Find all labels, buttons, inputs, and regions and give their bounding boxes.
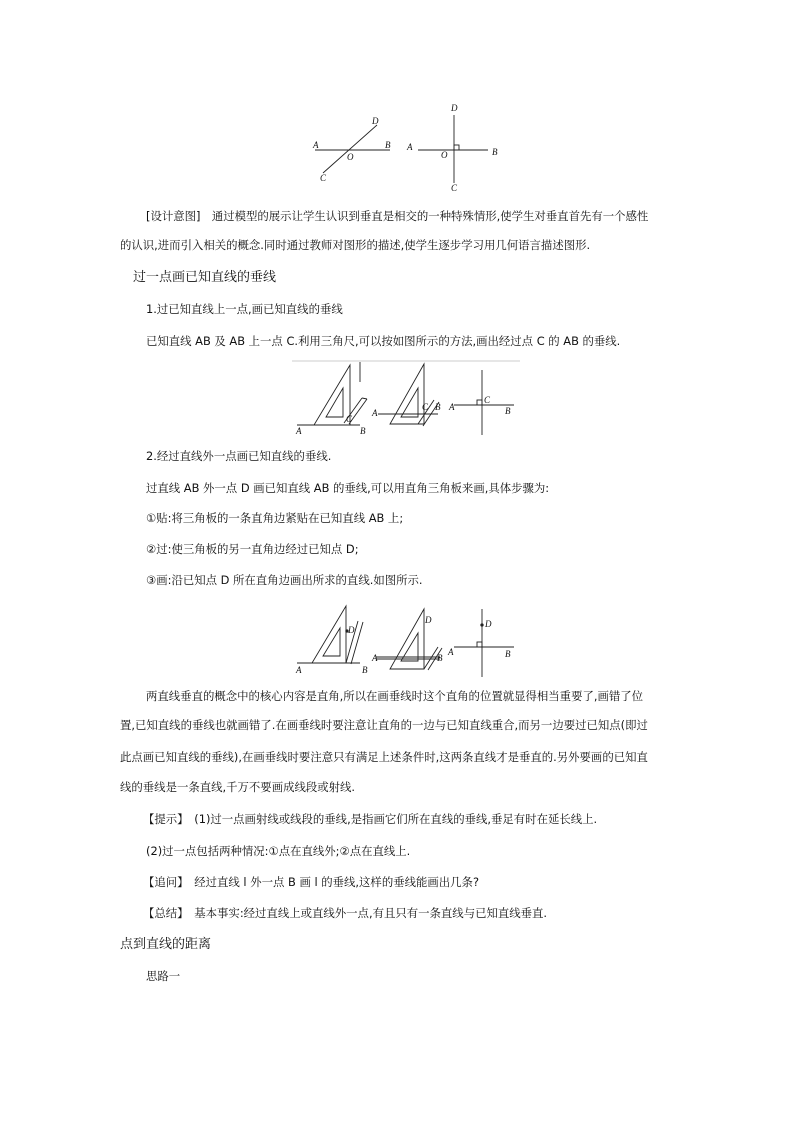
- triangle-ruler-fig3-1: [297, 606, 363, 664]
- label-a-fig2-3: A: [449, 402, 455, 412]
- step-2: ②过:使三角板的另一直角边经过已知点 D;: [146, 542, 359, 556]
- discussion-line-4: 线的垂线是一条直线,千万不要画成线段或射线.: [120, 780, 356, 794]
- item-2-title: 2.经过直线外一点画已知直线的垂线.: [146, 449, 332, 463]
- item-1-text: 已知直线 AB 及 AB 上一点 C.利用三角尺,可以按如图所示的方法,画出经过点 C 的 AB 的垂线.: [146, 334, 621, 348]
- hint-line-1: 【提示】 (1)过一点画射线或线段的垂线,是指画它们所在直线的垂线,垂足有时在延长线上.: [143, 812, 598, 826]
- ruler-end-step-1: [362, 398, 367, 399]
- label-b-fig2-3: B: [505, 406, 511, 416]
- right-angle-mark: [454, 145, 459, 150]
- triangle-ruler-step-2: [378, 364, 439, 426]
- label-d-right: D: [451, 103, 458, 113]
- triangle-outer-fig3-2: [390, 609, 424, 669]
- design-intent-line-2: 的认识,进而引入相关的概念.同时通过教师对图形的描述,使学生逐步学习用几何语言描述图形.: [120, 238, 591, 252]
- followup-question: 【追问】 经过直线 l 外一点 B 画 l 的垂线,这样的垂线能画出几条?: [143, 875, 479, 889]
- figure-perpendicular-through-point-on-line: [292, 360, 522, 438]
- label-a-fig2-2: A: [372, 408, 378, 418]
- label-b-fig2-2: B: [435, 402, 441, 412]
- idea-label: 思路一: [146, 969, 181, 983]
- section-title-point-to-line-distance: 点到直线的距离: [120, 937, 212, 952]
- triangle-ruler-step-1: [297, 362, 367, 425]
- label-b-right: B: [492, 147, 498, 157]
- label-c-right: C: [451, 183, 458, 193]
- label-c-fig2-2: C: [422, 402, 429, 412]
- label-o-left: O: [347, 152, 354, 162]
- step-1: ①贴:将三角板的一条直角边紧贴在已知直线 AB 上;: [146, 511, 404, 525]
- triangle-outer-step-1: [314, 365, 350, 425]
- label-a-fig3-2: A: [372, 653, 378, 663]
- point-d-fig3-3: [481, 624, 483, 626]
- label-c-fig2-1: C: [346, 414, 353, 424]
- hint-line-2: (2)过一点包括两种情况:①点在直线外;②点在直线上.: [146, 844, 411, 858]
- label-o-right: O: [441, 150, 448, 160]
- perpendicular-lines-diagram: [418, 115, 488, 183]
- label-c-fig2-3: C: [484, 395, 491, 405]
- item-1-title: 1.过已知直线上一点,画已知直线的垂线: [146, 302, 343, 316]
- triangle-inner-step-2: [401, 388, 418, 417]
- section-title-perpendicular-through-point: 过一点画已知直线的垂线: [133, 270, 277, 285]
- label-a-fig3-1: A: [296, 665, 302, 675]
- intersecting-lines-diagram: [315, 125, 390, 173]
- triangle-outer-fig3-1: [312, 606, 346, 663]
- label-d-left: D: [372, 116, 379, 126]
- label-b-fig3-3: B: [505, 649, 511, 659]
- label-a-left: A: [313, 140, 319, 150]
- label-a-fig3-3: A: [448, 647, 454, 657]
- right-angle-mark-fig3: [477, 642, 482, 647]
- label-b-fig2-1: B: [360, 426, 366, 436]
- triangle-inner-fig3-1: [323, 628, 340, 656]
- discussion-line-1: 两直线垂直的概念中的核心内容是直角,所以在画垂线时这个直角的位置就显得相当重要了,画错了位: [146, 689, 644, 703]
- label-b-left: B: [385, 140, 391, 150]
- figure-perpendicular-through-external-point: [292, 603, 522, 681]
- triangle-outer-step-2: [390, 364, 424, 424]
- label-d-fig3-1: D: [348, 625, 355, 635]
- label-a-fig2-1: A: [296, 426, 302, 436]
- design-intent-line-1: [设计意图] 通过模型的展示让学生认识到垂直是相交的一种特殊情形,使学生对垂直首先有一个感性: [146, 209, 649, 223]
- figure-intersecting-and-perpendicular-lines: [305, 100, 515, 195]
- item-2-text: 过直线 AB 外一点 D 画已知直线 AB 的垂线,可以用直角三角板来画,具体步骤为:: [146, 481, 550, 495]
- triangle-inner-step-1: [326, 388, 343, 417]
- perpendicular-result-fig3: [454, 609, 514, 677]
- line-cd: [323, 125, 377, 173]
- right-angle-mark-fig2: [477, 400, 482, 405]
- discussion-line-3: 此点画已知直线的垂线),在画垂线时要注意只有满足上述条件时,这两条直线才是垂直的.另外要画的已知直: [120, 750, 648, 764]
- label-d-fig3-2: D: [425, 615, 432, 625]
- summary: 【总结】 基本事实:经过直线上或直线外一点,有且只有一条直线与已知直线垂直.: [143, 906, 548, 920]
- label-c-left: C: [320, 173, 327, 183]
- step-3: ③画:沿已知点 D 所在直角边画出所求的直线.如图所示.: [146, 573, 423, 587]
- label-b-fig3-1: B: [362, 665, 368, 675]
- label-a-right: A: [407, 142, 413, 152]
- label-b-fig3-2: B: [437, 653, 443, 663]
- label-d-fig3-3: D: [485, 619, 492, 629]
- discussion-line-2: 置,已知直线的垂线也就画错了.在画垂线时要注意让直角的一边与已知直线重合,而另一边要过已知点(即过: [120, 718, 648, 732]
- triangle-ruler-fig3-2: [376, 609, 442, 670]
